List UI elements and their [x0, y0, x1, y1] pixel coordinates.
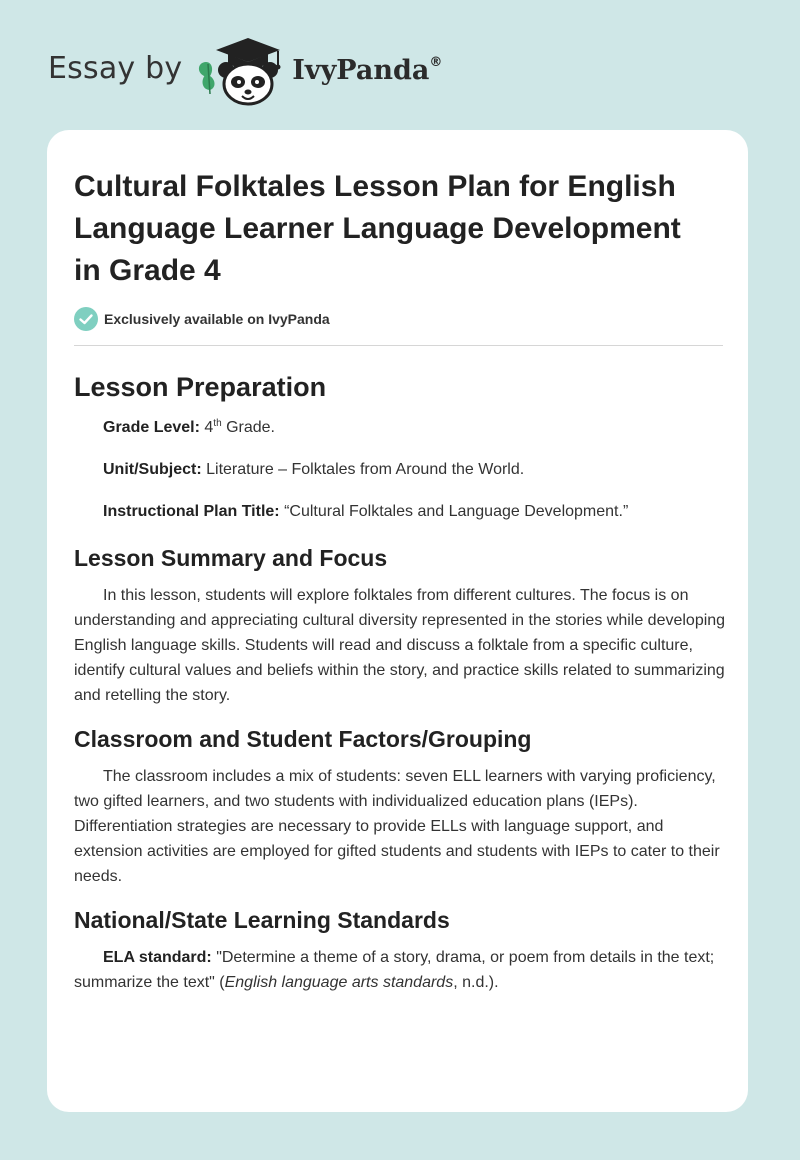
section-heading-classroom: Classroom and Student Factors/Grouping	[74, 726, 532, 752]
section-heading-standards: National/State Learning Standards	[74, 907, 450, 933]
badge-text: Exclusively available on IvyPanda	[104, 311, 330, 327]
field-plan-title: Instructional Plan Title: “Cultural Folktales and Language Development.”	[103, 503, 629, 520]
citation-title: English language arts standards	[224, 974, 454, 991]
check-badge-icon	[74, 307, 98, 331]
panda-logo-icon[interactable]	[196, 36, 288, 108]
lesson-fields	[74, 417, 722, 523]
classroom-paragraph: The classroom includes a mix of students: seven ELL learners with varying proficiency, two gifted learners, and two students with individualized education plans (IEPs). Differentiation strategies are necessary to provide ELLs with language support, and extension activities are employed for gifted students and students with IEPs to cater to their needs.	[74, 768, 720, 885]
standards-paragraph: ELA standard: "Determine a theme of a story, drama, or poem from details in the text; summarize the text" (English language arts standards, n.d.).	[74, 949, 715, 991]
section-classroom	[74, 724, 722, 889]
brand-name: IvyPanda®	[292, 54, 443, 86]
brand-prefix: Essay by	[48, 50, 183, 86]
brand-header	[48, 36, 442, 108]
essay-card	[47, 130, 748, 1112]
summary-paragraph: In this lesson, students will explore folktales from different cultures. The focus is on understanding and appreciating cultural diversity represented in the stories while developing English language skills. Students will read and discuss a folktale from a specific culture, identify cultural values and beliefs within the story, and practice skills related to summarizing and retelling the story.	[74, 587, 726, 704]
exclusive-badge	[74, 306, 722, 332]
field-grade-level: Grade Level: 4th Grade.	[103, 418, 275, 436]
section-heading-summary: Lesson Summary and Focus	[74, 545, 388, 571]
page-title: Cultural Folktales Lesson Plan for English Language Learner Language Development in Grade 4	[74, 170, 681, 287]
section-summary	[74, 543, 726, 708]
field-unit-subject: Unit/Subject: Literature – Folktales from Around the World.	[103, 461, 525, 478]
divider	[74, 345, 723, 346]
section-standards	[74, 905, 722, 995]
section-heading-lesson-preparation: Lesson Preparation	[74, 372, 327, 402]
